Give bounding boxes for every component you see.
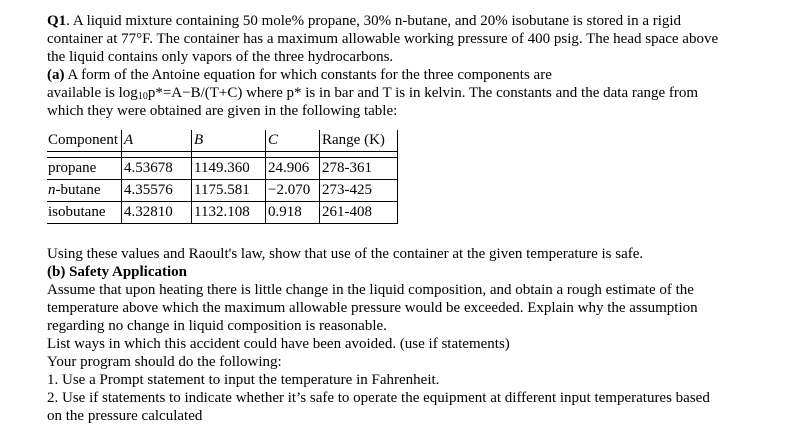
header-component: Component	[47, 130, 122, 152]
cell-c: 24.906	[266, 158, 320, 180]
intro-line-1: Q1. A liquid mixture containing 50 mole% propane, 30% n-butane, and 20% isobutane is stored in a rigid	[47, 13, 682, 29]
part-a-line-1: (a) A form of the Antoine equation for which constants for the three components are	[47, 67, 552, 83]
header-a: A	[122, 130, 192, 152]
antoine-table	[47, 130, 398, 224]
cell-b: 1132.108	[192, 202, 266, 224]
cell-component: propane	[47, 158, 122, 180]
header-range: Range (K)	[320, 130, 398, 152]
cell-range: 273-425	[320, 180, 398, 202]
after-table	[47, 245, 797, 263]
cell-range: 278-361	[320, 158, 398, 180]
part-b-line-2: temperature above which the maximum allowable pressure would be exceeded. Explain why the assumption	[47, 300, 698, 316]
question-label: Q1	[47, 13, 67, 29]
part-b-line-7: 2. Use if statements to indicate whether it’s safe to operate the equipment at different input temperatures based	[47, 390, 710, 406]
part-b-line-6: 1. Use a Prompt statement to input the temperature in Fahrenheit.	[47, 372, 440, 388]
cell-component: isobutane	[47, 202, 122, 224]
part-a-line-2: available is $\log_{10}p*=A-B/(T+C)$ where p* is in bar and T is in kelvin. The constants and the data range from	[47, 85, 699, 102]
cell-a: 4.32810	[122, 202, 192, 224]
table-header-row	[47, 130, 398, 152]
intro-line-2: container at 77°F. The container has a maximum allowable working pressure of 400 psig. The head space above	[47, 31, 719, 47]
intro-line-3: the liquid contains only vapors of the three hydrocarbons.	[47, 49, 394, 65]
cell-a: 4.53678	[122, 158, 192, 180]
part-b-line-3: regarding no change in liquid composition is reasonable.	[47, 318, 387, 334]
part-a	[47, 66, 797, 120]
part-b-line-5: Your program should do the following:	[47, 354, 282, 370]
cell-a: 4.35576	[122, 180, 192, 202]
cell-range: 261-408	[320, 202, 398, 224]
part-b-line-1: Assume that upon heating there is little change in the liquid composition, and obtain a rough estimate of the	[47, 282, 694, 298]
cell-component: n-butane	[47, 180, 122, 202]
header-b: B	[192, 130, 266, 152]
part-a-label: (a)	[47, 67, 65, 83]
table-row	[47, 180, 398, 202]
part-a-line-3: which they were obtained are given in the following table:	[47, 103, 398, 119]
question-intro	[47, 12, 797, 66]
table-row	[47, 158, 398, 180]
after-table-line: Using these values and Raoult's law, show that use of the container at the given temperature is safe.	[47, 246, 644, 262]
part-b-heading: (b) Safety Application	[47, 264, 188, 280]
cell-b: 1175.581	[192, 180, 266, 202]
cell-c: −2.070	[266, 180, 320, 202]
header-c: C	[266, 130, 320, 152]
part-b-line-8: on the pressure calculated	[47, 408, 203, 424]
table-row	[47, 202, 398, 224]
cell-b: 1149.360	[192, 158, 266, 180]
part-b	[47, 263, 797, 425]
part-b-line-4: List ways in which this accident could have been avoided. (use if statements)	[47, 336, 510, 352]
cell-c: 0.918	[266, 202, 320, 224]
